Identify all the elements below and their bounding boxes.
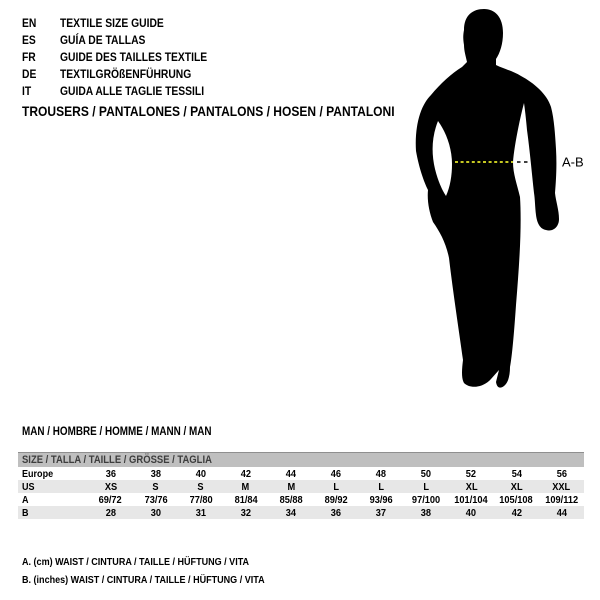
language-row-es	[22, 31, 231, 48]
size-cell: L	[423, 480, 430, 493]
size-cell: 54	[511, 467, 522, 480]
language-title-es: GUÍA DE TALLAS	[60, 32, 146, 47]
size-cell: XL	[510, 480, 523, 493]
size-cell: 37	[375, 506, 387, 519]
row-label: A	[22, 493, 29, 506]
language-title-list	[22, 14, 231, 99]
size-table-header: SIZE / TALLA / TAILLE / GRÖSSE / TAGLIA	[18, 452, 584, 467]
size-cell: 48	[375, 467, 387, 480]
size-cell: M	[287, 480, 295, 493]
size-cell: 69/72	[98, 493, 123, 506]
size-cell: 28	[105, 506, 116, 519]
size-cell: 38	[150, 467, 161, 480]
size-cell: 97/100	[412, 493, 441, 506]
size-cell: XXL	[552, 480, 571, 493]
size-cell: 52	[466, 467, 477, 480]
size-cell: 85/88	[279, 493, 303, 506]
size-cell: 38	[421, 506, 432, 519]
size-cell: 34	[285, 506, 297, 519]
language-row-en	[22, 14, 231, 31]
size-cell: 101/104	[454, 493, 489, 506]
size-cell: 40	[466, 506, 477, 519]
size-cell: 77/80	[189, 493, 213, 506]
table-row-a-cm	[18, 493, 584, 506]
size-cell: 40	[195, 467, 206, 480]
size-cell: M	[241, 480, 250, 493]
language-title-en: TEXTILE SIZE GUIDE	[60, 15, 164, 30]
garment-category-title: TROUSERS / PANTALONES / PANTALONS / HOSEN / PANTALONI	[22, 103, 395, 119]
size-cell: 31	[195, 506, 206, 519]
row-label: Europe	[22, 467, 54, 480]
waist-measure-label: A-B	[562, 154, 584, 170]
size-cell: 36	[105, 467, 116, 480]
table-row-europe	[18, 467, 584, 480]
size-cell: 36	[330, 506, 342, 519]
size-cell: 56	[556, 467, 567, 480]
table-row-us	[18, 480, 584, 493]
row-label: US	[22, 480, 35, 493]
size-cell: S	[152, 480, 159, 493]
language-row-it	[22, 82, 231, 99]
size-cell: 32	[240, 506, 251, 519]
language-code-en: EN	[22, 15, 37, 30]
language-title-fr: GUIDE DES TAILLES TEXTILE	[60, 49, 208, 64]
size-cell: L	[378, 480, 384, 493]
language-code-it: IT	[22, 83, 32, 98]
language-row-fr	[22, 48, 231, 65]
size-table	[18, 452, 584, 519]
language-code-de: DE	[22, 66, 37, 81]
note-a-cm: A. (cm) WAIST / CINTURA / TAILLE / HÜFTUNG / VITA	[22, 556, 250, 568]
language-code-es: ES	[22, 32, 36, 47]
size-cell: 46	[330, 467, 342, 480]
size-cell: 44	[285, 467, 297, 480]
size-cell: 42	[240, 467, 251, 480]
measurement-notes	[22, 553, 304, 589]
size-cell: XL	[465, 480, 478, 493]
language-title-it: GUIDA ALLE TAGLIE TESSILI	[60, 83, 205, 98]
size-cell: 81/84	[234, 493, 258, 506]
size-cell: 109/112	[545, 493, 578, 506]
size-cell: S	[197, 480, 204, 493]
size-cell: 93/96	[369, 493, 393, 506]
size-cell: 105/108	[499, 493, 534, 506]
size-cell: XS	[104, 480, 117, 493]
language-row-de	[22, 65, 231, 82]
size-cell: 50	[421, 467, 432, 480]
gender-title: MAN / HOMBRE / HOMME / MANN / MAN	[22, 426, 212, 438]
size-cell: 42	[511, 506, 522, 519]
table-row-b-inches	[18, 506, 584, 519]
size-cell: 89/92	[324, 493, 348, 506]
man-silhouette-figure	[400, 0, 600, 400]
note-b-inches: B. (inches) WAIST / CINTURA / TAILLE / HÜFTUNG / VITA	[22, 574, 265, 586]
size-cell: 73/76	[144, 493, 168, 506]
row-label: B	[22, 506, 29, 519]
size-cell: L	[333, 480, 339, 493]
size-cell: 44	[556, 506, 567, 519]
size-cell: 30	[150, 506, 161, 519]
language-code-fr: FR	[22, 49, 36, 64]
language-title-de: TEXTILGRÖßENFÜHRUNG	[60, 66, 192, 81]
man-silhouette	[416, 9, 559, 388]
